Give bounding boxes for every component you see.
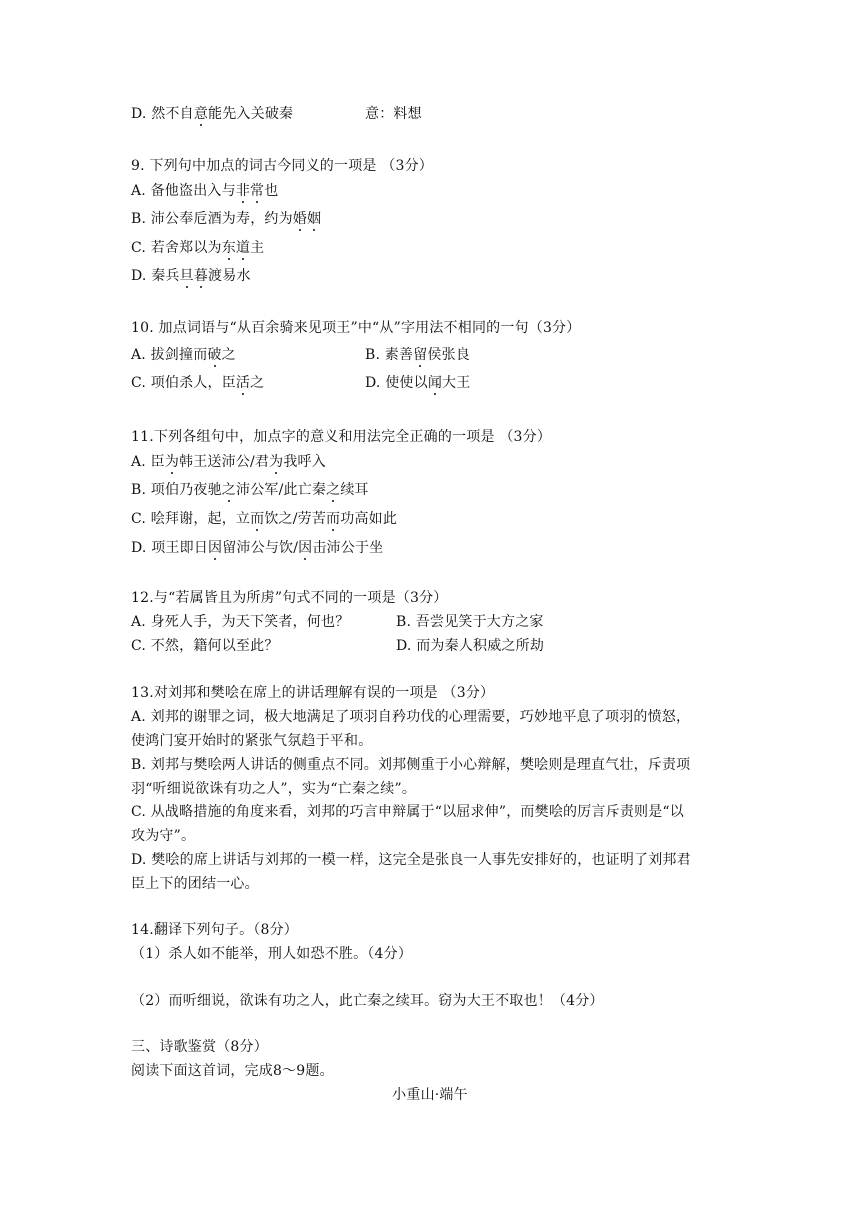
q11-option-d (131, 538, 383, 558)
q13-option-c-line1: C. 从战略措施的角度来看，刘邦的巧言申辩属于“以屈求伸”，而樊哙的厉言斥责则是“以 (131, 804, 684, 820)
q13-option-d-line2: 臣上下的团结一心。 (131, 876, 259, 892)
text: B. 素善 (365, 347, 414, 363)
dotted-char: 暮 (193, 268, 209, 284)
section-3-title: 三、诗歌鉴赏（8分） (131, 1039, 268, 1055)
text: A. 臣 (131, 454, 165, 470)
q12-option-d: D. 而为秦人积威之所劫 (396, 638, 545, 654)
q13-option-a-line1: A. 刘邦的谢罪之词，极大地满足了项羽自矜功伐的心理需要，巧妙地平息了项羽的愤怒， (131, 709, 691, 725)
dotted-char: 常 (250, 183, 265, 199)
dotted-char: 为 (269, 454, 284, 470)
text: D. 然不自 (131, 106, 194, 122)
dotted-char: 活 (235, 375, 251, 391)
dotted-char: 为 (164, 454, 180, 470)
q9-option-a (131, 181, 278, 201)
q14-sentence-2: （2）而听细说，欲诛有功之人，此亡秦之续耳。窃为大王不取也！（4分） (131, 993, 604, 1009)
dotted-char: 而 (326, 511, 341, 527)
text: 留沛公与饮/ (222, 540, 299, 556)
dotted-char: 因 (208, 540, 223, 556)
section-3-instruction: 阅读下面这首词，完成8～9题。 (131, 1063, 334, 1079)
text: 功高如此 (340, 511, 398, 527)
q12-option-b: B. 吾尝见笑于大方之家 (396, 614, 544, 630)
text: 侯张良 (427, 347, 471, 363)
text: 主 (250, 240, 265, 256)
text: C. 项伯杀人，臣 (131, 375, 236, 391)
q11-stem: 11.下列各组句中，加点字的意义和用法完全正确的一项是 （3分） (131, 429, 552, 445)
dotted-char: 闻 (427, 375, 443, 391)
q11-option-c (131, 509, 397, 529)
dotted-char: 婚 (292, 211, 307, 227)
dotted-char: 姻 (307, 211, 322, 227)
q13-option-b-line1: B. 刘邦与樊哙两人讲话的侧重点不同。刘邦侧重于小心辩解，樊哙则是理直气壮，斥责项 (131, 757, 691, 773)
q13-option-b-line2: 羽“听细说欲诛有功之人”，实为“亡秦之续”。 (131, 781, 417, 797)
text: 沛公军/此亡秦 (236, 482, 327, 498)
dotted-char: 旦 (179, 268, 194, 284)
dotted-char: 之 (221, 482, 236, 498)
text: A. 备他盗出入与 (131, 183, 236, 199)
text: 大王 (442, 375, 471, 391)
text: C. 若舍郑以为 (131, 240, 222, 256)
q14-stem: 14.翻译下列句子。（8分） (131, 922, 298, 938)
text: D. 秦兵 (131, 268, 180, 284)
q10-option-b (365, 345, 470, 365)
text: B. 项伯乃夜驰 (131, 482, 222, 498)
text: C. 哙拜谢，起，立 (131, 511, 251, 527)
q13-option-c-line2: 攻为守”。 (131, 828, 196, 844)
dotted-char: 因 (298, 540, 313, 556)
text: 韩王送沛公/君 (179, 454, 270, 470)
q10-option-c (131, 373, 264, 393)
text: 击沛公于坐 (312, 540, 384, 556)
q9-option-b (131, 209, 321, 229)
q14-sentence-1: （1）杀人如不能举，刑人如恐不胜。（4分） (131, 946, 413, 962)
q10-option-d (365, 373, 470, 393)
q11-option-b (131, 480, 369, 500)
q8-option-d-gloss: 意：料想 (365, 106, 422, 122)
q8-option-d (131, 104, 293, 124)
text: 能先入关破秦 (208, 106, 294, 122)
q11-option-a (131, 452, 326, 472)
text: 之 (221, 347, 236, 363)
q13-option-d-line1: D. 樊哙的席上讲话与刘邦的一模一样，这完全是张良一人事先安排好的，也证明了刘邦君 (131, 852, 691, 868)
poem-title: 小重山·端午 (392, 1087, 468, 1103)
text: 续耳 (340, 482, 369, 498)
text: 渡易水 (208, 268, 251, 284)
dotted-char: 道 (235, 240, 251, 256)
text: 之 (250, 375, 265, 391)
q13-option-a-line2: 使鸿门宴开始时的紧张气氛趋于平和。 (131, 733, 373, 749)
text: B. 沛公奉卮酒为寿，约为 (131, 211, 293, 227)
text: D. 项王即日 (131, 540, 209, 556)
q12-option-a: A. 身死人手，为天下笑者，何也？ (131, 614, 350, 630)
text: A. 拔剑撞而 (131, 347, 208, 363)
q10-option-a (131, 345, 236, 365)
q10-stem: 10. 加点词语与“从百余骑来见项王”中“从”字用法不相同的一句（3分） (131, 320, 581, 336)
dotted-char: 而 (250, 511, 265, 527)
text: 也 (264, 183, 279, 199)
dotted-char: 留 (413, 347, 428, 363)
dotted-char: 之 (326, 482, 341, 498)
q12-option-c: C. 不然，籍何以至此？ (131, 638, 279, 654)
q9-option-c (131, 238, 264, 258)
dotted-char: 非 (235, 183, 251, 199)
text: D. 使使以 (365, 375, 428, 391)
text: 我呼入 (283, 454, 326, 470)
dotted-char: 东 (221, 240, 236, 256)
q13-stem: 13.对刘邦和樊哙在席上的讲话理解有误的一项是 （3分） (131, 685, 495, 701)
text: 饮之/劳苦 (264, 511, 327, 527)
q9-option-d (131, 266, 251, 286)
q12-stem: 12.与“若属皆且为所虏”句式不同的一项是（3分） (131, 590, 448, 606)
dotted-char: 破 (207, 347, 222, 363)
q9-stem: 9. 下列句中加点的词古今同义的一项是 （3分） (131, 158, 433, 174)
dotted-char: 意 (193, 106, 209, 122)
